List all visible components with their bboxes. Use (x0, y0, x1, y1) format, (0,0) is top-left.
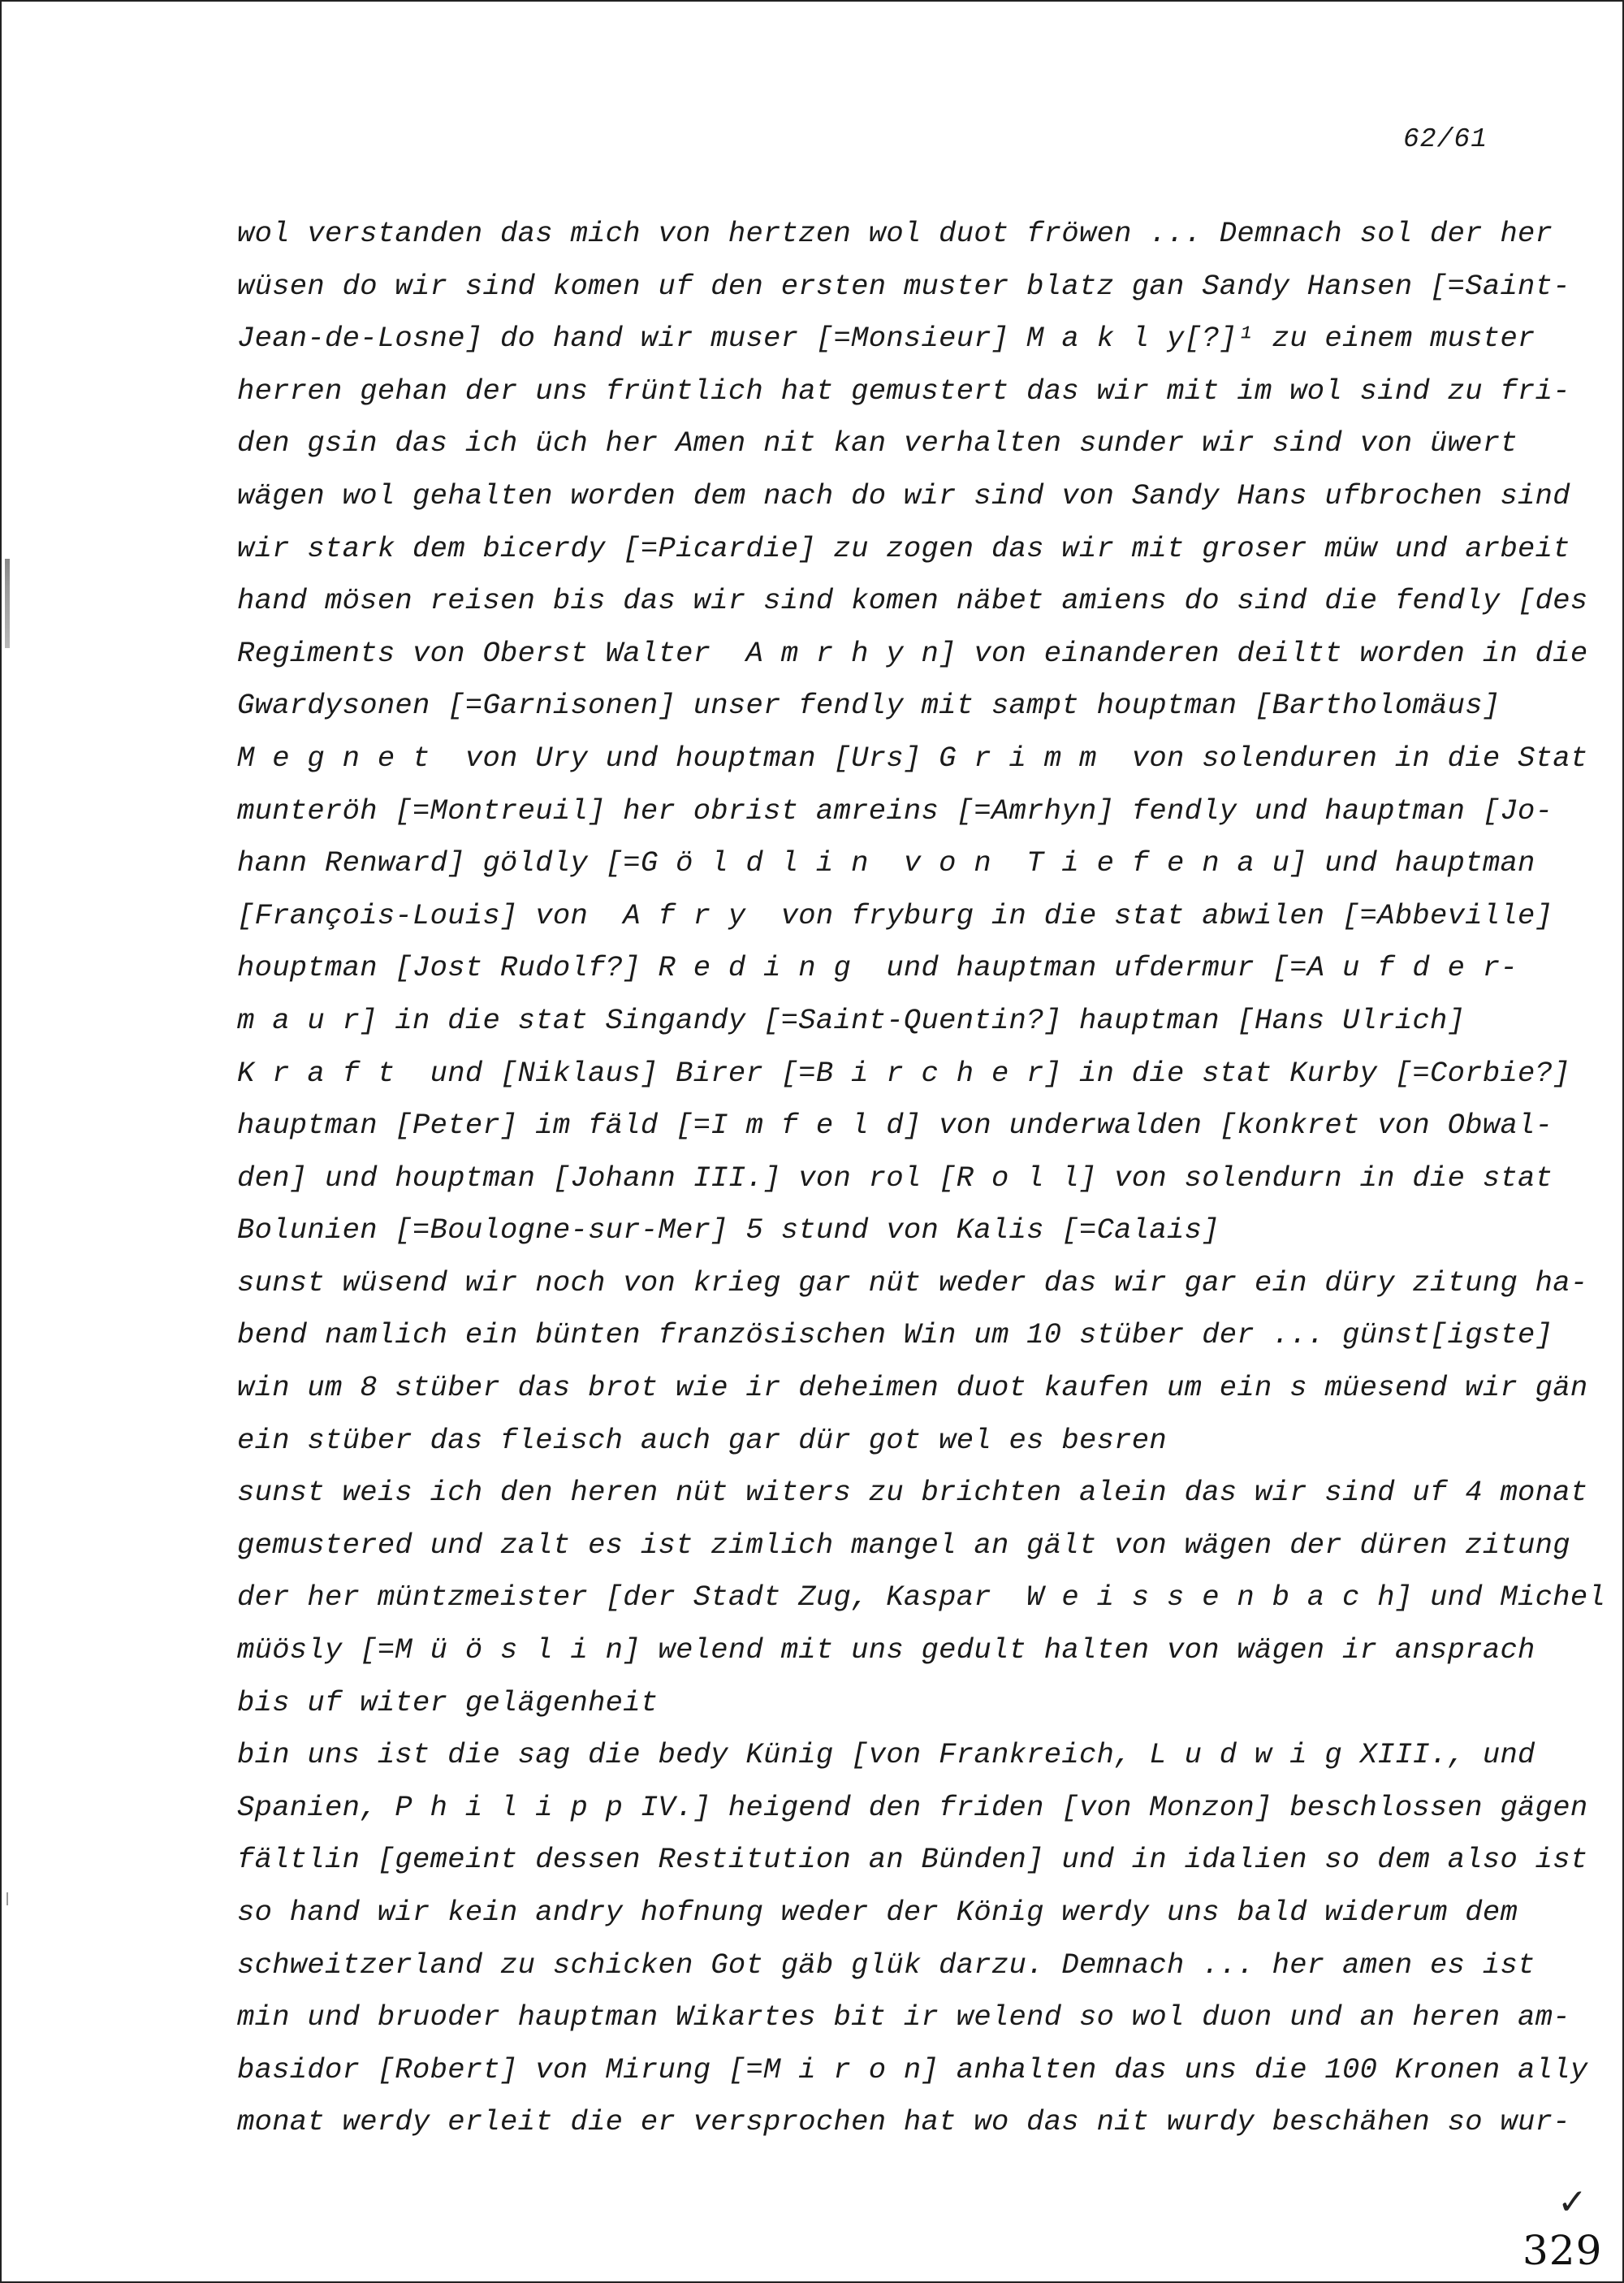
text-line: hand mösen reisen bis das wir sind komen näbet amiens do sind die fendly [des (237, 584, 1588, 618)
text-line: sunst weis ich den heren nüt witers zu brichten alein das wir sind uf 4 monat (237, 1476, 1588, 1510)
text-line: bend namlich ein bünten französischen Win um 10 stüber der ... günst[igste] (237, 1318, 1553, 1352)
text-line: K r a f t und [Niklaus] Birer [=B i r c h e r] in die stat Kurby [=Corbie?] (237, 1056, 1570, 1090)
text-line: munteröh [=Montreuil] her obrist amreins [=Amrhyn] fendly und hauptman [Jo- (237, 793, 1553, 828)
text-line: hann Renward] göldly [=G ö l d l i n v o n T i e f e n a u] und hauptman (237, 846, 1535, 880)
text-line: houptman [Jost Rudolf?] R e d i n g und hauptman ufdermur [=A u f d e r- (237, 951, 1518, 985)
text-line: müösly [=M ü ö s l i n] welend mit uns gedult halten von wägen ir ansprach (237, 1633, 1535, 1667)
text-line: fältlin [gemeint dessen Restitution an Bünden] und in idalien so dem also ist (237, 1843, 1588, 1877)
text-line: schweitzerland zu schicken Got gäb glük darzu. Demnach ... her amen es ist (237, 1948, 1535, 1982)
text-line: basidor [Robert] von Mirung [=M i r o n] anhalten das uns die 100 Kronen ally (237, 2052, 1588, 2086)
margin-scan-mark-small (6, 1892, 8, 1905)
text-line: gemustered und zalt es ist zimlich mangel an gält von wägen der düren zitung (237, 1528, 1570, 1562)
text-line: min und bruoder hauptman Wikartes bit ir welend so wol duon und an heren am- (237, 2000, 1570, 2034)
text-line: wol verstanden das mich von hertzen wol duot fröwen ... Demnach sol der her (237, 217, 1553, 250)
text-line: [François-Louis] von A f r y von fryburg in die stat abwilen [=Abbeville] (237, 898, 1553, 932)
handwritten-archive-number: 329 (1522, 2227, 1603, 2274)
text-line: Regiments von Oberst Walter A m r h y n] von einanderen deiltt worden in die (237, 636, 1588, 670)
text-line: Bolunien [=Boulogne-sur-Mer] 5 stund von Kalis [=Calais] (237, 1213, 1220, 1247)
text-line: M e g n e t von Ury und houptman [Urs] G r i m m von solenduren in die Stat (237, 741, 1588, 775)
text-line: monat werdy erleit die er versprochen hat wo das nit wurdy beschähen so wur- (237, 2105, 1570, 2139)
text-line: den gsin das ich üch her Amen nit kan verhalten sunder wir sind von üwert (237, 426, 1518, 460)
document-text (237, 214, 1606, 2155)
text-line: ein stüber das fleisch auch gar dür got wel es besren (237, 1423, 1167, 1457)
text-line: Gwardysonen [=Garnisonen] unser fendly mit sampt houptman [Bartholomäus] (237, 689, 1501, 723)
text-line: den] und houptman [Johann III.] von rol [R o l l] von solendurn in die stat (237, 1161, 1553, 1195)
text-line: sunst wüsend wir noch von krieg gar nüt weder das wir gar ein düry zitung ha- (237, 1265, 1588, 1299)
text-line: Jean-de-Losne] do hand wir muser [=Monsieur] M a k l y[?]¹ zu einem muster (237, 322, 1535, 356)
text-line: bin uns ist die sag die bedy Künig [von Frankreich, L u d w i g XIII., und (237, 1738, 1535, 1772)
text-line: herren gehan der uns früntlich hat gemustert das wir mit im wol sind zu fri- (237, 374, 1570, 408)
text-line: wägen wol gehalten worden dem nach do wir sind von Sandy Hans ufbrochen sind (237, 478, 1570, 512)
text-line: wüsen do wir sind komen uf den ersten muster blatz gan Sandy Hansen [=Saint- (237, 269, 1570, 303)
text-line: win um 8 stüber das brot wie ir deheimen duot kaufen um ein s müesend wir gän (237, 1371, 1588, 1405)
page-number: 62/61 (1403, 124, 1488, 154)
text-line: bis uf witer gelägenheit (237, 1685, 659, 1719)
text-line: hauptman [Peter] im fäld [=I m f e l d] von underwalden [konkret von Obwal- (237, 1109, 1553, 1143)
text-line: m a u r] in die stat Singandy [=Saint-Quentin?] hauptman [Hans Ulrich] (237, 1003, 1466, 1037)
check-mark-icon: ✓ (1557, 2181, 1587, 2223)
text-line: Spanien, P h i l i p p IV.] heigend den friden [von Monzon] beschlossen gägen (237, 1790, 1588, 1824)
text-line: wir stark dem bicerdy [=Picardie] zu zogen das wir mit groser müw und arbeit (237, 531, 1570, 565)
text-line: der her müntzmeister [der Stadt Zug, Kaspar W e i s s e n b a c h] und Michel (237, 1580, 1606, 1615)
margin-scan-mark (5, 559, 10, 648)
text-line: so hand wir kein andry hofnung weder der König werdy uns bald widerum dem (237, 1896, 1518, 1929)
